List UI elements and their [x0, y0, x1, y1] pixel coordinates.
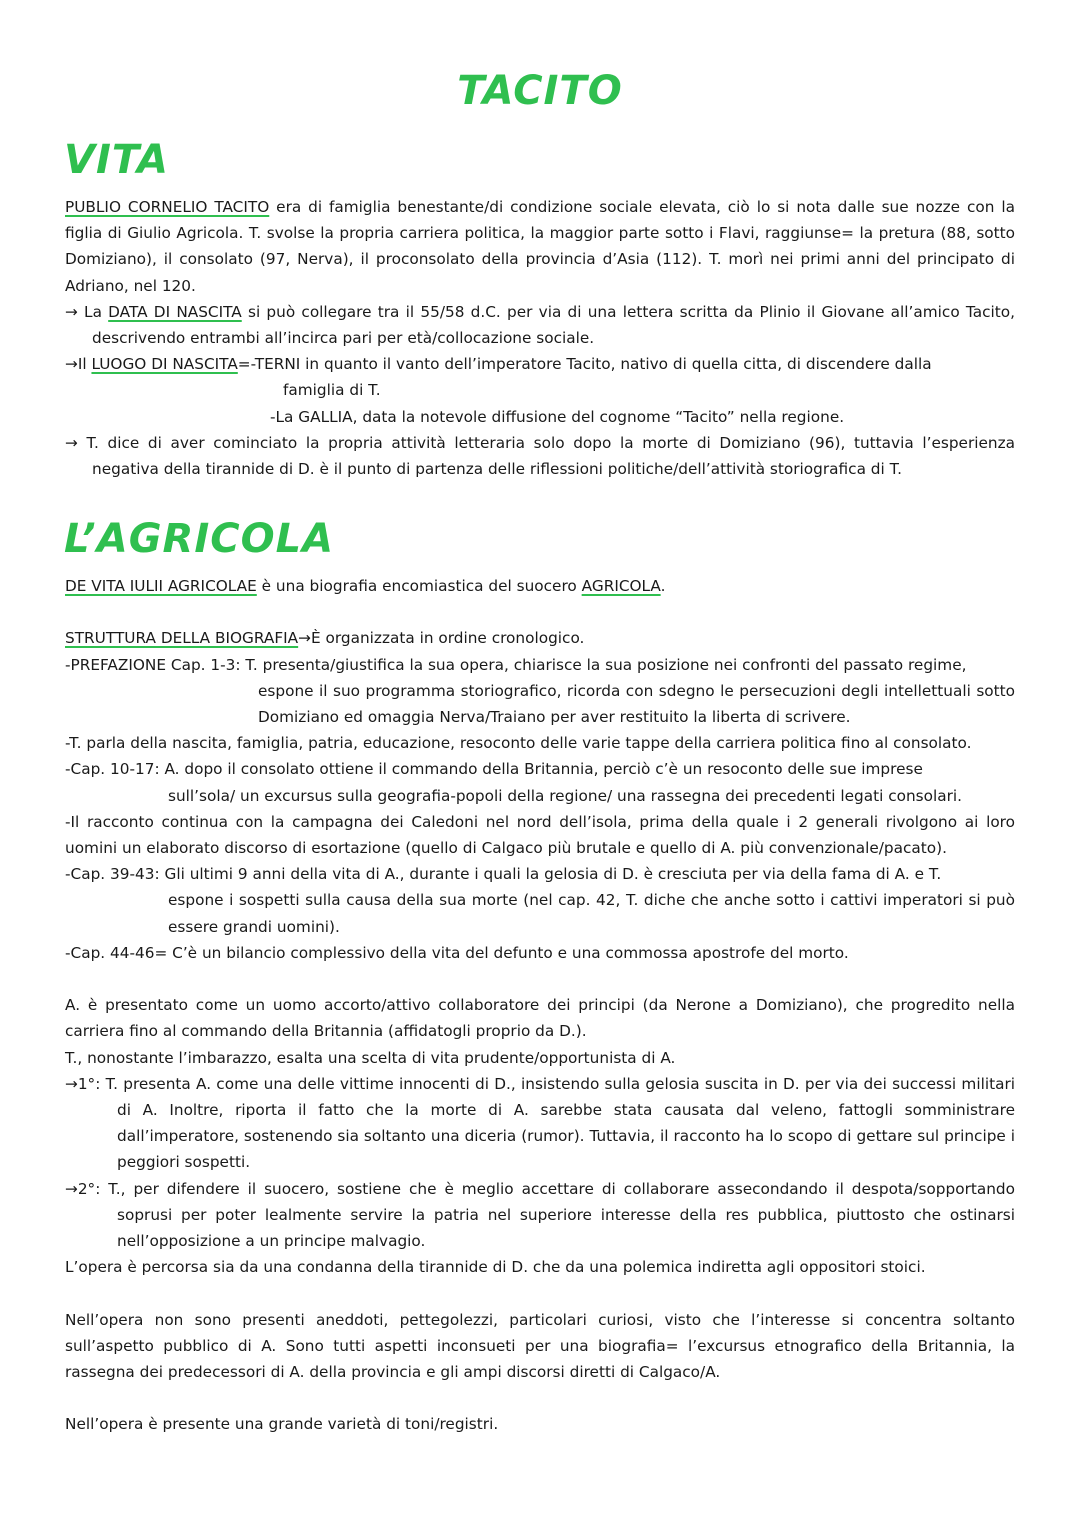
vita-paragraph-intro: [65, 194, 1015, 299]
vita-section-body: [65, 194, 1015, 482]
story-continuation: -Il racconto continua con la campagna dei Caledoni nel nord dell’isola, prima della quale i 2 generali rivolgono ai loro uomini un elaborato discorso di esortazione (quello di Calgaco più brutale e quello di A. più convenzionale/pacato).: [65, 812, 1015, 858]
vita-paragraph-birthdate: [65, 299, 1015, 351]
vita-intro-text: era di famiglia benestante/di condizione sociale elevata, ciò lo si nota dalle sue nozze con la figlia di Giulio Agricola. T. svolse la propria carriera politica, la maggior parte sotto i Flavi, raggiunse= la pretura (88, sotto Domiziano), il consolato (97, Nerva), il proconsolato della provincia d’Asia (112). T. morì nei primi anni del principato di Adriano, nel 120.: [65, 198, 1015, 295]
work-title: DE VITA IULII AGRICOLAE: [65, 577, 257, 595]
vita-paragraph-activity: → T. dice di aver cominciato la propria attività letteraria solo dopo la morte di Domiziano (96), tuttavia l’esperienza negativa della tirannide di D. è il punto di partenza delle riflessioni politiche/dell’attività storiografica di T.: [65, 433, 1015, 479]
agricola-presented: A. è presentato come un uomo accorto/attivo collaboratore dei principi (da Nerone a Domiziano), che progredito nella carriera fino al commando della Britannia (affidatogli proprio da D.).: [65, 996, 1015, 1041]
birthplace-text: =-TERNI in quanto il vanto dell’imperatore Tacito, nativo di quella citta, di discendere dalla: [237, 355, 932, 374]
structure-text: →È organizzata in ordine cronologico.: [298, 629, 585, 648]
birthplace-gallia: -La GALLIA, data la notevole diffusione del cognome “Tacito” nella regione.: [270, 407, 845, 426]
cap39-head: -Cap. 39-43: Gli ultimi 9 anni della vita di A., durante i quali la gelosia di D. è cresciuta per via della fama di A. e T.: [65, 865, 942, 884]
agricola-section-body: [65, 573, 1015, 1438]
birthdate-label: DATA DI NASCITA: [108, 302, 242, 321]
birthdate-text: si può collegare tra il 55/58 d.C. per via di una lettera scritta da Plinio il Giovane all’amico Tacito, descrivendo entrambi all’incirca pari per età/collocazione sociale.: [92, 302, 1015, 348]
vita-paragraph-birthplace: [65, 351, 1015, 377]
section-heading-vita: VITA: [64, 137, 169, 183]
arrow-prefix: → La: [65, 302, 109, 321]
intro-text: è una biografia encomiastica del suocero: [256, 577, 582, 595]
anecdotes: Nell’opera non sono presenti aneddoti, pettegolezzi, particolari curiosi, visto che l’interesse si concentra soltanto sull’aspetto pubblico di A. Sono tutti aspetti inconsueti per una biografia= l’excursus etnografico della Britannia, la rassegna dei predecessori di A. della provincia e gli ampi discorsi diretti di Calgaco/A.: [65, 1310, 1015, 1382]
intro-end: .: [660, 577, 666, 595]
tones: Nell’opera è presente una grande varietà di toni/registri.: [65, 1415, 499, 1434]
arrow-prefix: →Il: [65, 355, 92, 374]
cap44: -Cap. 44-46= C’è un bilancio complessivo della vita del defunto e una commossa apostrofe del morto.: [65, 943, 849, 962]
birth-summary: -T. parla della nascita, famiglia, patria, educazione, resoconto delle varie tappe della carriera politica fino al consolato.: [65, 734, 972, 753]
birthplace-continuation: famiglia di T.: [283, 381, 381, 400]
page-title: TACITO: [457, 68, 623, 114]
structure-line: [65, 625, 1015, 651]
point-first: →1°: T. presenta A. come una delle vittime innocenti di D., insistendo sulla gelosia suscita in D. per via dei successi militari di A. Inoltre, riporta il fatto che la morte di A. sarebbe stata causata dal veleno, fattogli somministrare dall’imperatore, sostenendo sia soltanto una diceria (rumor). Tuttavia, il racconto ha lo scopo di gettare sul principe i peggiori sospetti.: [65, 1074, 1015, 1172]
section-heading-agricola: L’AGRICOLA: [64, 516, 335, 562]
agricola-name: AGRICOLA: [581, 577, 661, 595]
agricola-embarrassment: T., nonostante l’imbarazzo, esalta una scelta di vita prudente/opportunista di A.: [65, 1048, 676, 1067]
cap10-head: -Cap. 10-17: A. dopo il consolato ottiene il commando della Britannia, perciò c’è un resoconto delle sue imprese: [65, 760, 923, 779]
condemnation: L’opera è percorsa sia da una condanna della tirannide di D. che da una polemica indiretta agli oppositori stoici.: [65, 1258, 926, 1277]
point-second: →2°: T., per difendere il suocero, sostiene che è meglio accettare di collaborare assecondando il despota/sopportando soprusi per poter lealmente servire la patria nel superiore interesse della res pubblica, piuttosto che ostinarsi nell’opposizione a un principe malvagio.: [65, 1179, 1015, 1251]
cap10-cont: sull’sola/ un excursus sulla geografia-popoli della regione/ una rassegna dei precedenti legati consolari.: [168, 786, 963, 805]
agricola-intro: [65, 573, 1015, 599]
preface-head: -PREFAZIONE Cap. 1-3: T. presenta/giustifica la sua opera, chiarisce la sua posizione nei confronti del passato regime,: [65, 655, 967, 674]
structure-label: STRUTTURA DELLA BIOGRAFIA: [65, 629, 299, 648]
author-name: PUBLIO CORNELIO TACITO: [65, 198, 270, 216]
birthplace-label: LUOGO DI NASCITA: [91, 355, 238, 374]
preface-cont: espone il suo programma storiografico, ricorda con sdegno le persecuzioni degli intellettuali sotto Domiziano ed omaggia Nerva/Traiano per aver restituito la liberta di scrivere.: [258, 681, 1015, 726]
cap39-cont: espone i sospetti sulla causa della sua morte (nel cap. 42, T. diche che anche sotto i cattivi imperatori si può essere grandi uomini).: [168, 891, 1015, 936]
